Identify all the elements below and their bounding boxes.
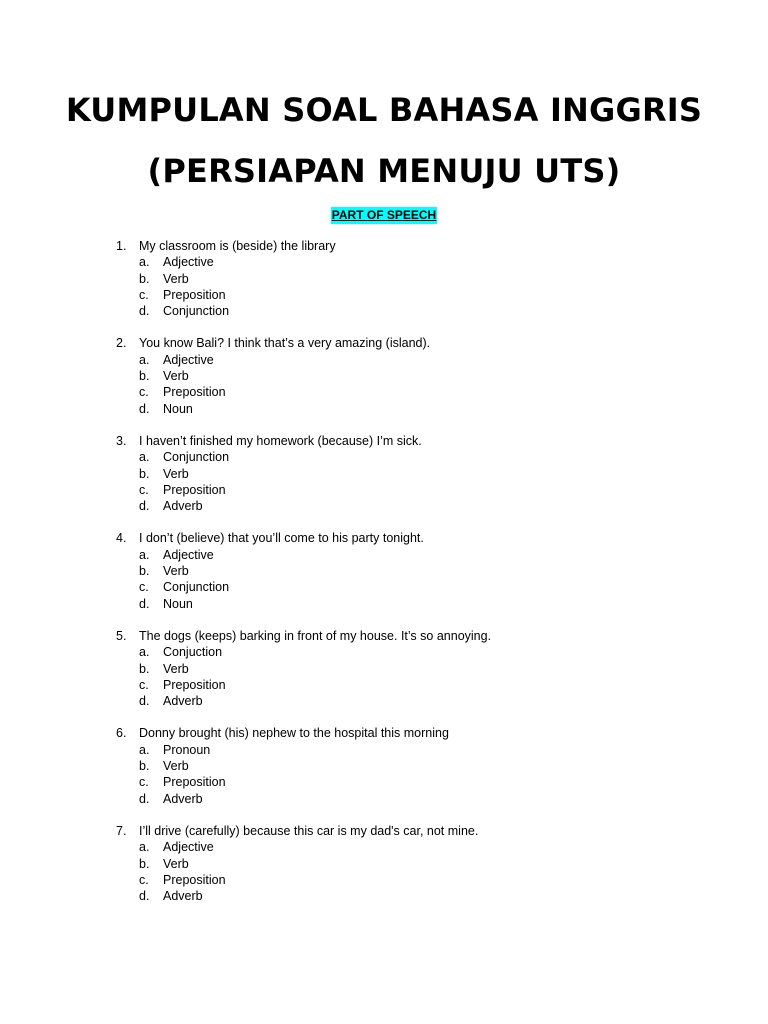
option-item <box>139 547 736 563</box>
option-letter: c. <box>139 287 149 302</box>
option-text: Conjunction <box>163 304 230 319</box>
document-title-line-1: KUMPULAN SOAL BAHASA INGGRIS <box>65 91 703 129</box>
question-row <box>116 725 736 741</box>
option-item <box>139 644 736 660</box>
option-letter: c. <box>139 775 149 790</box>
option-item <box>139 498 736 514</box>
option-letter: a. <box>139 645 150 660</box>
option-text: Conjunction <box>163 450 230 465</box>
option-text: Preposition <box>163 385 226 400</box>
option-item <box>139 466 736 482</box>
section-heading-wrapper <box>0 206 768 224</box>
question-number: 7. <box>116 823 127 838</box>
question-row <box>116 238 736 254</box>
option-item <box>139 254 736 270</box>
option-text: Verb <box>163 759 189 774</box>
option-list <box>116 547 736 612</box>
option-text: Adjective <box>163 547 214 562</box>
option-item <box>139 677 736 693</box>
option-letter: d. <box>139 694 150 709</box>
question-text: The dogs (keeps) barking in front of my house. It’s so annoying. <box>139 628 492 643</box>
document-title-line-2: (PERSIAPAN MENUJU UTS) <box>147 152 621 190</box>
option-item <box>139 401 736 417</box>
option-item <box>139 271 736 287</box>
option-item <box>139 742 736 758</box>
option-letter: c. <box>139 872 149 887</box>
option-list <box>116 352 736 417</box>
question-number: 2. <box>116 336 127 351</box>
question-item <box>116 238 736 319</box>
option-letter: a. <box>139 255 150 270</box>
question-number: 4. <box>116 531 127 546</box>
question-item <box>116 335 736 416</box>
question-row <box>116 628 736 644</box>
question-list <box>116 238 736 920</box>
option-text: Conjunction <box>163 580 230 595</box>
option-text: Adjective <box>163 352 214 367</box>
option-text: Verb <box>163 856 189 871</box>
option-item <box>139 856 736 872</box>
option-letter: b. <box>139 661 150 676</box>
question-text: I haven’t finished my homework (because) I’m sick. <box>139 433 422 448</box>
question-row <box>116 433 736 449</box>
option-text: Conjuction <box>163 645 223 660</box>
option-item <box>139 774 736 790</box>
option-text: Adjective <box>163 255 214 270</box>
question-text: You know Bali? I think that’s a very amazing (island). <box>139 336 431 351</box>
option-text: Adverb <box>163 889 203 904</box>
question-row <box>116 335 736 351</box>
option-letter: c. <box>139 482 149 497</box>
option-list <box>116 254 736 319</box>
question-number: 1. <box>116 239 127 253</box>
option-item <box>139 449 736 465</box>
option-letter: b. <box>139 856 150 871</box>
option-item <box>139 384 736 400</box>
option-letter: d. <box>139 889 150 904</box>
option-letter: a. <box>139 840 150 855</box>
option-item <box>139 482 736 498</box>
option-item <box>139 839 736 855</box>
option-letter: d. <box>139 401 150 416</box>
option-item <box>139 872 736 888</box>
option-text: Verb <box>163 369 189 384</box>
question-text: My classroom is (beside) the library <box>139 239 336 253</box>
option-list <box>116 839 736 904</box>
option-item <box>139 287 736 303</box>
question-item <box>116 530 736 611</box>
option-text: Adverb <box>163 499 203 514</box>
option-text: Adjective <box>163 840 214 855</box>
option-list <box>116 449 736 514</box>
option-item <box>139 791 736 807</box>
option-text: Verb <box>163 466 189 481</box>
option-text: Adverb <box>163 791 203 806</box>
option-item <box>139 352 736 368</box>
option-text: Verb <box>163 661 189 676</box>
question-number: 6. <box>116 726 127 741</box>
option-item <box>139 596 736 612</box>
option-item <box>139 563 736 579</box>
option-text: Preposition <box>163 775 226 790</box>
option-item <box>139 368 736 384</box>
option-text: Pronoun <box>163 742 211 757</box>
question-number: 5. <box>116 628 127 643</box>
option-letter: a. <box>139 352 150 367</box>
question-text: I’ll drive (carefully) because this car is my dad's car, not mine. <box>139 823 479 838</box>
question-text: I don’t (believe) that you’ll come to his party tonight. <box>139 531 424 546</box>
question-row <box>116 530 736 546</box>
option-letter: a. <box>139 547 150 562</box>
option-letter: c. <box>139 385 149 400</box>
question-row <box>116 823 736 839</box>
question-item <box>116 823 736 904</box>
option-item <box>139 303 736 319</box>
question-item <box>116 725 736 806</box>
option-letter: b. <box>139 759 150 774</box>
option-letter: d. <box>139 499 150 514</box>
option-letter: b. <box>139 271 150 286</box>
section-heading: PART OF SPEECH <box>331 208 437 222</box>
option-letter: c. <box>139 677 149 692</box>
option-text: Noun <box>163 596 193 611</box>
option-text: Adverb <box>163 694 203 709</box>
question-number: 3. <box>116 433 127 448</box>
option-text: Preposition <box>163 287 226 302</box>
question-item <box>116 628 736 709</box>
option-letter: d. <box>139 791 150 806</box>
option-list <box>116 644 736 709</box>
option-text: Preposition <box>163 872 226 887</box>
option-letter: b. <box>139 564 150 579</box>
option-text: Preposition <box>163 482 226 497</box>
option-letter: d. <box>139 304 150 319</box>
option-letter: a. <box>139 742 150 757</box>
question-item <box>116 433 736 514</box>
question-text: Donny brought (his) nephew to the hospital this morning <box>139 726 449 741</box>
option-text: Verb <box>163 271 189 286</box>
option-list <box>116 742 736 807</box>
option-text: Verb <box>163 564 189 579</box>
option-letter: c. <box>139 580 149 595</box>
option-item <box>139 579 736 595</box>
option-text: Preposition <box>163 677 226 692</box>
option-item <box>139 661 736 677</box>
option-letter: b. <box>139 369 150 384</box>
option-item <box>139 758 736 774</box>
option-text: Noun <box>163 401 193 416</box>
option-item <box>139 693 736 709</box>
option-letter: a. <box>139 450 150 465</box>
option-letter: d. <box>139 596 150 611</box>
option-letter: b. <box>139 466 150 481</box>
option-item <box>139 888 736 904</box>
